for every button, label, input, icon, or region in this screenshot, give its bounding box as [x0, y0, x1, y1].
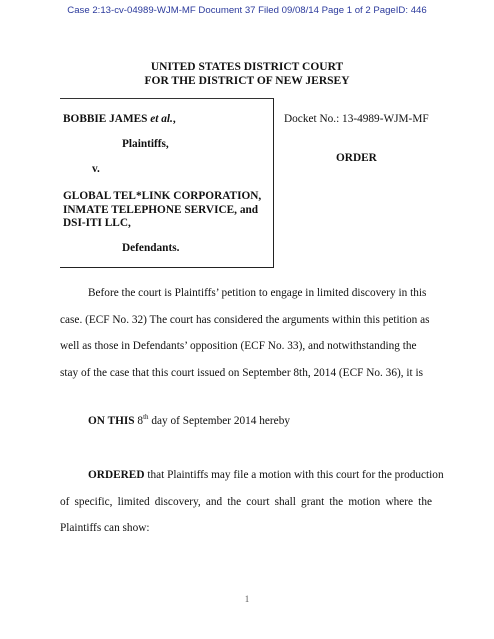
page-number: 1 [244, 594, 250, 604]
paragraph-3-line-3: Plaintiffs can show: [60, 522, 150, 534]
plaintiffs-label: Plaintiffs, [122, 138, 169, 150]
date-rest: day of September 2014 hereby [148, 414, 290, 427]
defendants-label: Defendants. [122, 242, 180, 254]
plaintiff-name [63, 113, 176, 127]
day-number: 8 [137, 414, 144, 427]
docket-number: Docket No.: 13-4989-WJM-MF [284, 113, 429, 125]
paragraph-2-line-1 [60, 404, 432, 434]
paragraph-3-line-2: of specific, limited discovery, and the court shall grant the motion where the [60, 495, 432, 508]
defendant-line-2: INMATE TELEPHONE SERVICE, and [63, 203, 259, 216]
paragraph-3-line-1 [60, 462, 444, 489]
paragraph-1-line-2: case. (ECF No. 32) The court has considered the arguments within this petition as [60, 313, 430, 326]
court-district: FOR THE DISTRICT OF NEW JERSEY [144, 75, 350, 87]
plaintiff-comma: , [172, 113, 176, 125]
paragraph-1-line-1: Before the court is Plaintiffs’ petition to engage in limited discovery in this [88, 287, 427, 299]
defendant-line-3: DSI-ITI LLC, [63, 217, 131, 229]
court-heading [0, 60, 494, 88]
et-al: et al. [150, 113, 173, 125]
ordered-rest: that Plaintiffs may file a motion with this court for the production [144, 469, 444, 481]
on-this-label: ON THIS [88, 414, 135, 427]
day-suffix: th [143, 413, 149, 421]
ordered-label: ORDERED [88, 469, 145, 481]
paragraph-1-line-3: well as those in Defendants’ opposition (ECF No. 33), and notwithstanding the [60, 340, 417, 352]
order-title: ORDER [336, 152, 377, 164]
paragraph-1-line-4: stay of the case that this court issued on September 8th, 2014 (ECF No. 36), it is [60, 366, 424, 379]
court-name: UNITED STATES DISTRICT COURT [150, 61, 344, 73]
defendant-line-1: GLOBAL TEL*LINK CORPORATION, [63, 190, 262, 202]
versus-label: v. [92, 163, 100, 175]
paragraph-2 [60, 404, 432, 434]
plaintiff-name-text: BOBBIE JAMES [63, 113, 148, 125]
case-header-stamp: Case 2:13-cv-04989-WJM-MF Document 37 Filed 09/08/14 Page 1 of 2 PageID: 446 [67, 5, 427, 16]
paragraph-1 [60, 280, 432, 386]
paragraph-3 [60, 462, 444, 542]
